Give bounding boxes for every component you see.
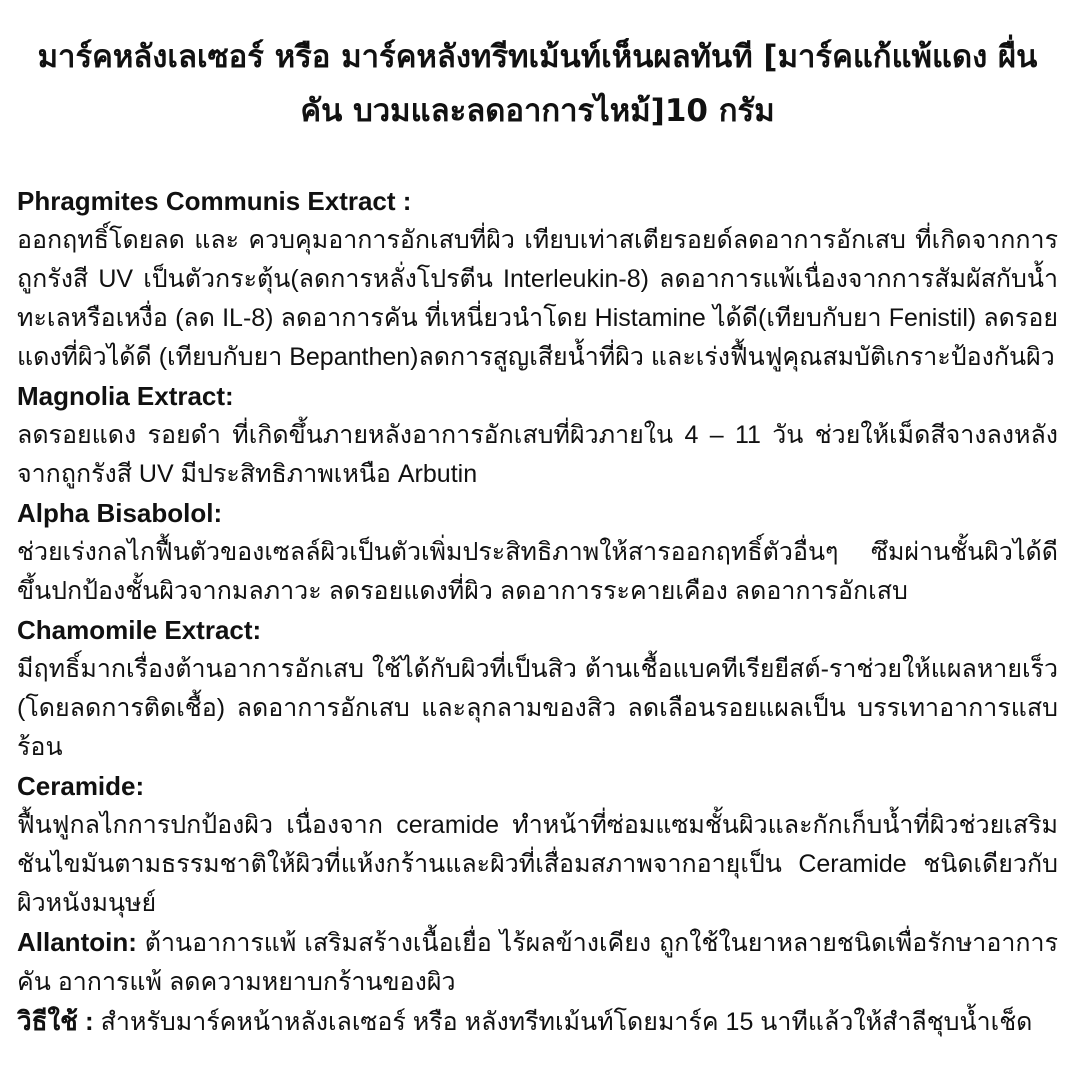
ingredient-phragmites bbox=[17, 182, 1058, 377]
ingredient-allantoin bbox=[17, 923, 1058, 1002]
usage-paragraph bbox=[17, 1002, 1058, 1042]
usage-instructions bbox=[17, 1002, 1058, 1042]
ingredient-ceramide bbox=[17, 767, 1058, 923]
allantoin-description: ต้านอาการแพ้ เสริมสร้างเนื้อเยื่อ ไร้ผลข้างเคียง ถูกใช้ในยาหลายชนิดเพื่อรักษาอาการคัน อาการแพ้ ลดความหยาบกร้านของผิว bbox=[17, 929, 1058, 996]
ingredient-magnolia bbox=[17, 377, 1058, 494]
ingredient-description: ฟื้นฟูกลไกการปกป้องผิว เนื่องจาก ceramide ทำหน้าที่ซ่อมแซมชั้นผิวและกักเก็บน้ำที่ผิวช่วยเสริมชันไขมันตามธรรมชาติให้ผิวที่แห้งกร้านและผิวที่เสื่อมสภาพจากอายุเป็น Ceramide ชนิดเดียวกับผิวหนังมนุษย์ bbox=[17, 811, 1058, 917]
ingredient-description: ออกฤทธิ์โดยลด และ ควบคุมอาการอักเสบที่ผิว เทียบเท่าสเตียรอยด์ลดอาการอักเสบ ที่เกิดจากการถูกรังสี UV เป็นตัวกระตุ้น(ลดการหลั่งโปรตีน Interleukin-8) ลดอาการแพ้เนื่องจากการสัมผัสกับน้ำทะเลหรือเหงื่อ (ลด IL-8) ลดอาการคัน ที่เหนี่ยวนำโดย Histamine ได้ดี(เทียบกับยา Fenistil) ลดรอยแดงที่ผิวได้ดี (เทียบกับยา Bepanthen)ลดการสูญเสียน้ำที่ผิว และเร่งฟื้นฟูคุณสมบัติเกราะป้องกันผิว bbox=[17, 226, 1058, 371]
ingredient-description: ช่วยเร่งกลไกฟื้นตัวของเซลล์ผิวเป็นตัวเพิ่มประสิทธิภาพให้สารออกฤทธิ์ตัวอื่นๆ ซึมผ่านชั้นผิวได้ดีขึ้นปกป้องชั้นผิวจากมลภาวะ ลดรอยแดงที่ผิว ลดอาการระคายเคือง ลดอาการอักเสบ bbox=[17, 538, 1058, 605]
ingredient-list bbox=[17, 182, 1058, 1042]
usage-description: สำหรับมาร์คหน้าหลังเลเซอร์ หรือ หลังทรีทเม้นท์โดยมาร์ค 15 นาทีแล้วให้สำลีชุบน้ำเช็ด bbox=[100, 1008, 1033, 1036]
allantoin-label: Allantoin: bbox=[17, 927, 137, 957]
ingredient-description: มีฤทธิ์มากเรื่องต้านอาการอักเสบ ใช้ได้กับผิวที่เป็นสิว ต้านเชื้อแบคทีเรียยีสต์-ราช่วยให้แผลหายเร็ว (โดยลดการติดเชื้อ) ลดอาการอักเสบ และลุกลามของสิว ลดเลือนรอยแผลเป็น บรรเทาอาการแสบร้อน bbox=[17, 655, 1058, 761]
ingredient-heading: Magnolia Extract: bbox=[17, 381, 234, 411]
ingredient-heading: Alpha Bisabolol: bbox=[17, 498, 223, 528]
ingredient-chamomile bbox=[17, 611, 1058, 767]
ingredient-heading: Phragmites Communis Extract : bbox=[17, 186, 412, 216]
page-title: มาร์คหลังเลเซอร์ หรือ มาร์คหลังทรีทเม้นท์เห็นผลทันที [มาร์คแก้แพ้แดง ผื่น คัน บวมและลดอาการไหม้]10 กรัม bbox=[37, 39, 1038, 129]
ingredient-heading: Chamomile Extract: bbox=[17, 615, 262, 645]
allantoin-paragraph bbox=[17, 923, 1058, 1002]
ingredient-description: ลดรอยแดง รอยดำ ที่เกิดขึ้นภายหลังอาการอักเสบที่ผิวภายใน 4 – 11 วัน ช่วยให้เม็ดสีจางลงหลังจากถูกรังสี UV มีประสิทธิภาพเหนือ Arbutin bbox=[17, 421, 1058, 488]
usage-label: วิธีใช้ : bbox=[17, 1006, 94, 1036]
ingredient-heading: Ceramide: bbox=[17, 771, 145, 801]
ingredient-alpha-bisabolol bbox=[17, 494, 1058, 611]
